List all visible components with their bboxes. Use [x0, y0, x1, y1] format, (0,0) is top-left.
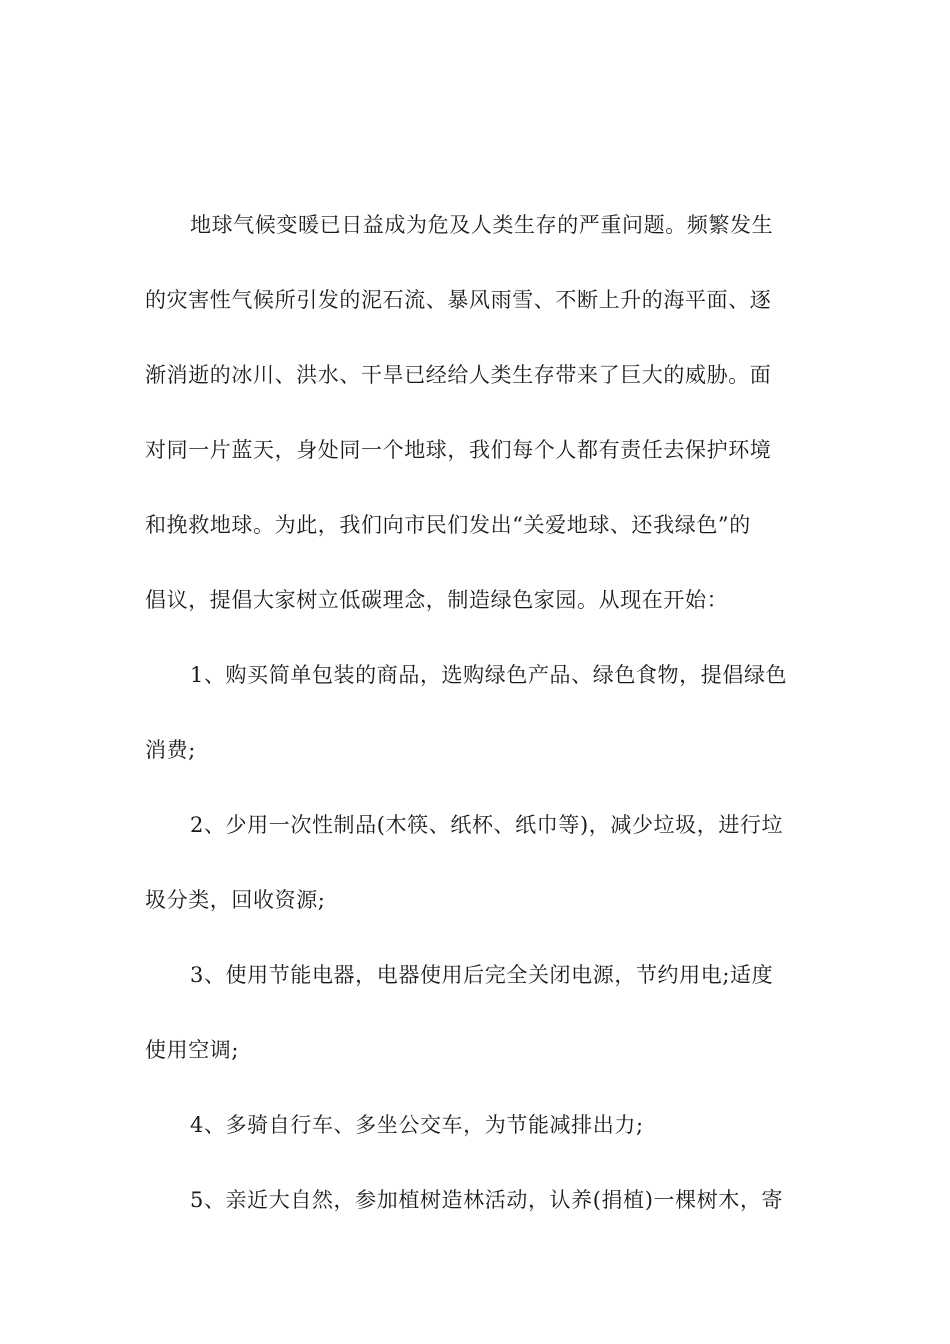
list-item-line: 3、使用节能电器，电器使用后完全关闭电源，节约用电;适度: [190, 963, 774, 987]
list-item-line: 圾分类，回收资源;: [145, 888, 326, 912]
list-item-line: 2、少用一次性制品(木筷、纸杯、纸巾等)，减少垃圾，进行垃: [190, 813, 784, 837]
paragraph-line: 倡议，提倡大家树立低碳理念，制造绿色家园。从现在开始：: [145, 588, 729, 612]
paragraph-line: 对同一片蓝天，身处同一个地球，我们每个人都有责任去保护环境: [145, 438, 772, 462]
paragraph-line: 渐消逝的冰川、洪水、干旱已经给人类生存带来了巨大的威胁。面: [145, 363, 772, 387]
list-item-line: 5、亲近大自然，参加植树造林活动，认养(捐植)一棵树木，寄: [190, 1188, 784, 1212]
list-item-line: 使用空调;: [145, 1038, 240, 1062]
paragraph-line: 地球气候变暖已日益成为危及人类生存的严重问题。频繁发生: [190, 213, 774, 237]
paragraph-line: 的灾害性气候所引发的泥石流、暴风雨雪、不断上升的海平面、逐: [145, 288, 772, 312]
list-item-line: 消费;: [145, 738, 196, 762]
list-item-line: 1、购买简单包装的商品，选购绿色产品、绿色食物，提倡绿色: [190, 663, 788, 687]
paragraph-line: 和挽救地球。为此，我们向市民们发出“关爱地球、还我绿色”的: [145, 513, 751, 537]
list-item-line: 4、多骑自行车、多坐公交车，为节能减排出力;: [190, 1113, 644, 1137]
